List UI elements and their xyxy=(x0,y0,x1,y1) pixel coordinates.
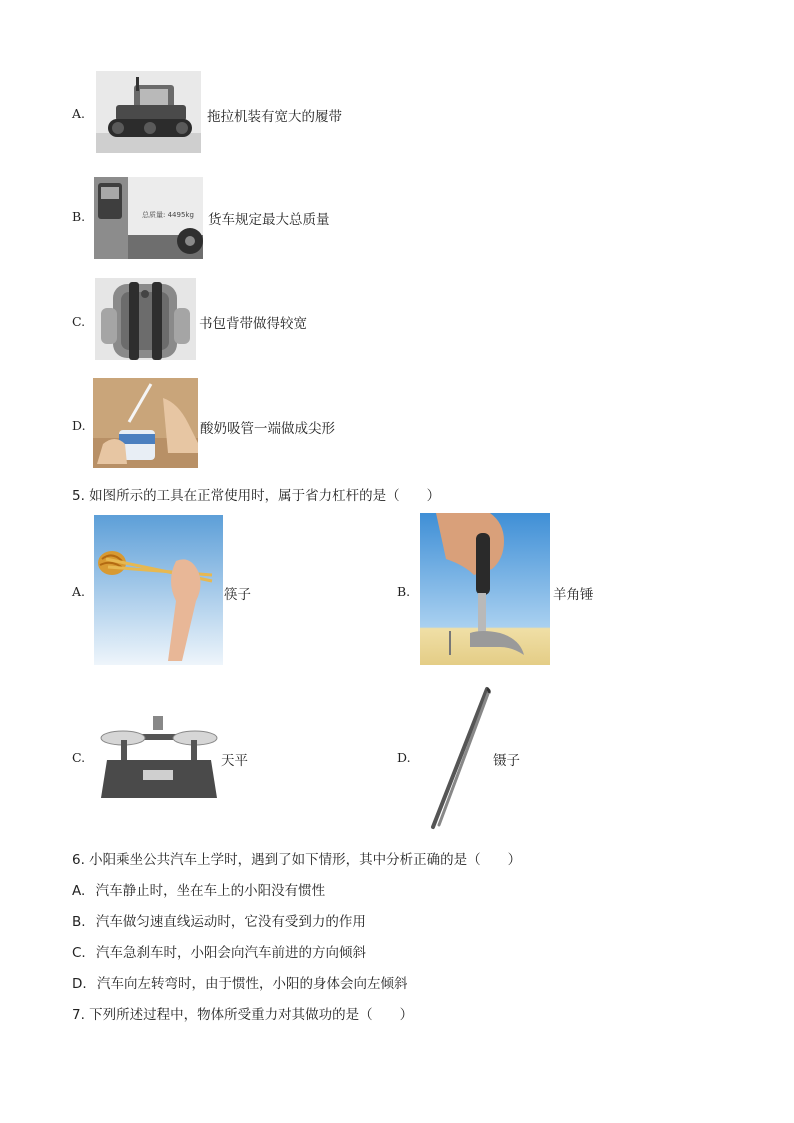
option-text: 汽车向左转弯时，由于惯性，小阳的身体会向左倾斜 xyxy=(96,976,408,992)
option-letter: B. xyxy=(72,209,86,224)
tweezers-photo xyxy=(423,685,493,830)
option-caption: 酸奶吸管一端做成尖形 xyxy=(200,421,335,437)
q6-option-d xyxy=(72,972,407,992)
option-caption: 羊角锤 xyxy=(553,587,594,603)
balance-scale-photo xyxy=(97,712,220,802)
option-letter: C. xyxy=(72,314,86,329)
option-letter: D. xyxy=(72,976,87,992)
option-caption: 书包背带做得较宽 xyxy=(199,316,307,332)
option-letter: D. xyxy=(72,418,86,433)
truck-mass-label: 总质量: 4495kg xyxy=(142,211,194,219)
option-letter: D. xyxy=(397,750,411,765)
tractor-photo xyxy=(96,71,201,153)
q6-option-b xyxy=(72,910,366,930)
option-letter: A. xyxy=(72,883,86,899)
option-caption: 货车规定最大总质量 xyxy=(208,212,330,228)
option-letter: C. xyxy=(72,945,86,961)
option-caption: 筷子 xyxy=(224,587,251,603)
option-letter: A. xyxy=(72,584,86,599)
straw-yogurt-photo xyxy=(93,378,198,468)
q6-option-c xyxy=(72,941,366,961)
question-7-stem: 7. 下列所述过程中，物体所受重力对其做功的是（ ） xyxy=(72,1007,414,1023)
question-6-stem: 6. 小阳乘坐公共汽车上学时，遇到了如下情形，其中分析正确的是（ ） xyxy=(72,852,522,868)
question-5-stem: 5. 如图所示的工具在正常使用时，属于省力杠杆的是（ ） xyxy=(72,488,441,504)
option-text: 汽车静止时，坐在车上的小阳没有惯性 xyxy=(95,883,326,899)
q6-option-a xyxy=(72,879,325,899)
option-caption: 镊子 xyxy=(493,753,520,769)
option-letter: B. xyxy=(72,914,86,930)
truck-photo xyxy=(94,177,203,259)
chopsticks-photo xyxy=(94,515,223,665)
claw-hammer-photo xyxy=(420,513,550,665)
option-text: 汽车做匀速直线运动时，它没有受到力的作用 xyxy=(95,914,366,930)
option-caption: 拖拉机装有宽大的履带 xyxy=(207,109,342,125)
option-letter: A. xyxy=(72,106,86,121)
option-caption: 天平 xyxy=(221,753,248,769)
backpack-photo xyxy=(95,278,196,360)
option-letter: C. xyxy=(72,750,86,765)
option-text: 汽车急刹车时，小阳会向汽车前进的方向倾斜 xyxy=(96,945,367,961)
option-letter: B. xyxy=(397,584,411,599)
